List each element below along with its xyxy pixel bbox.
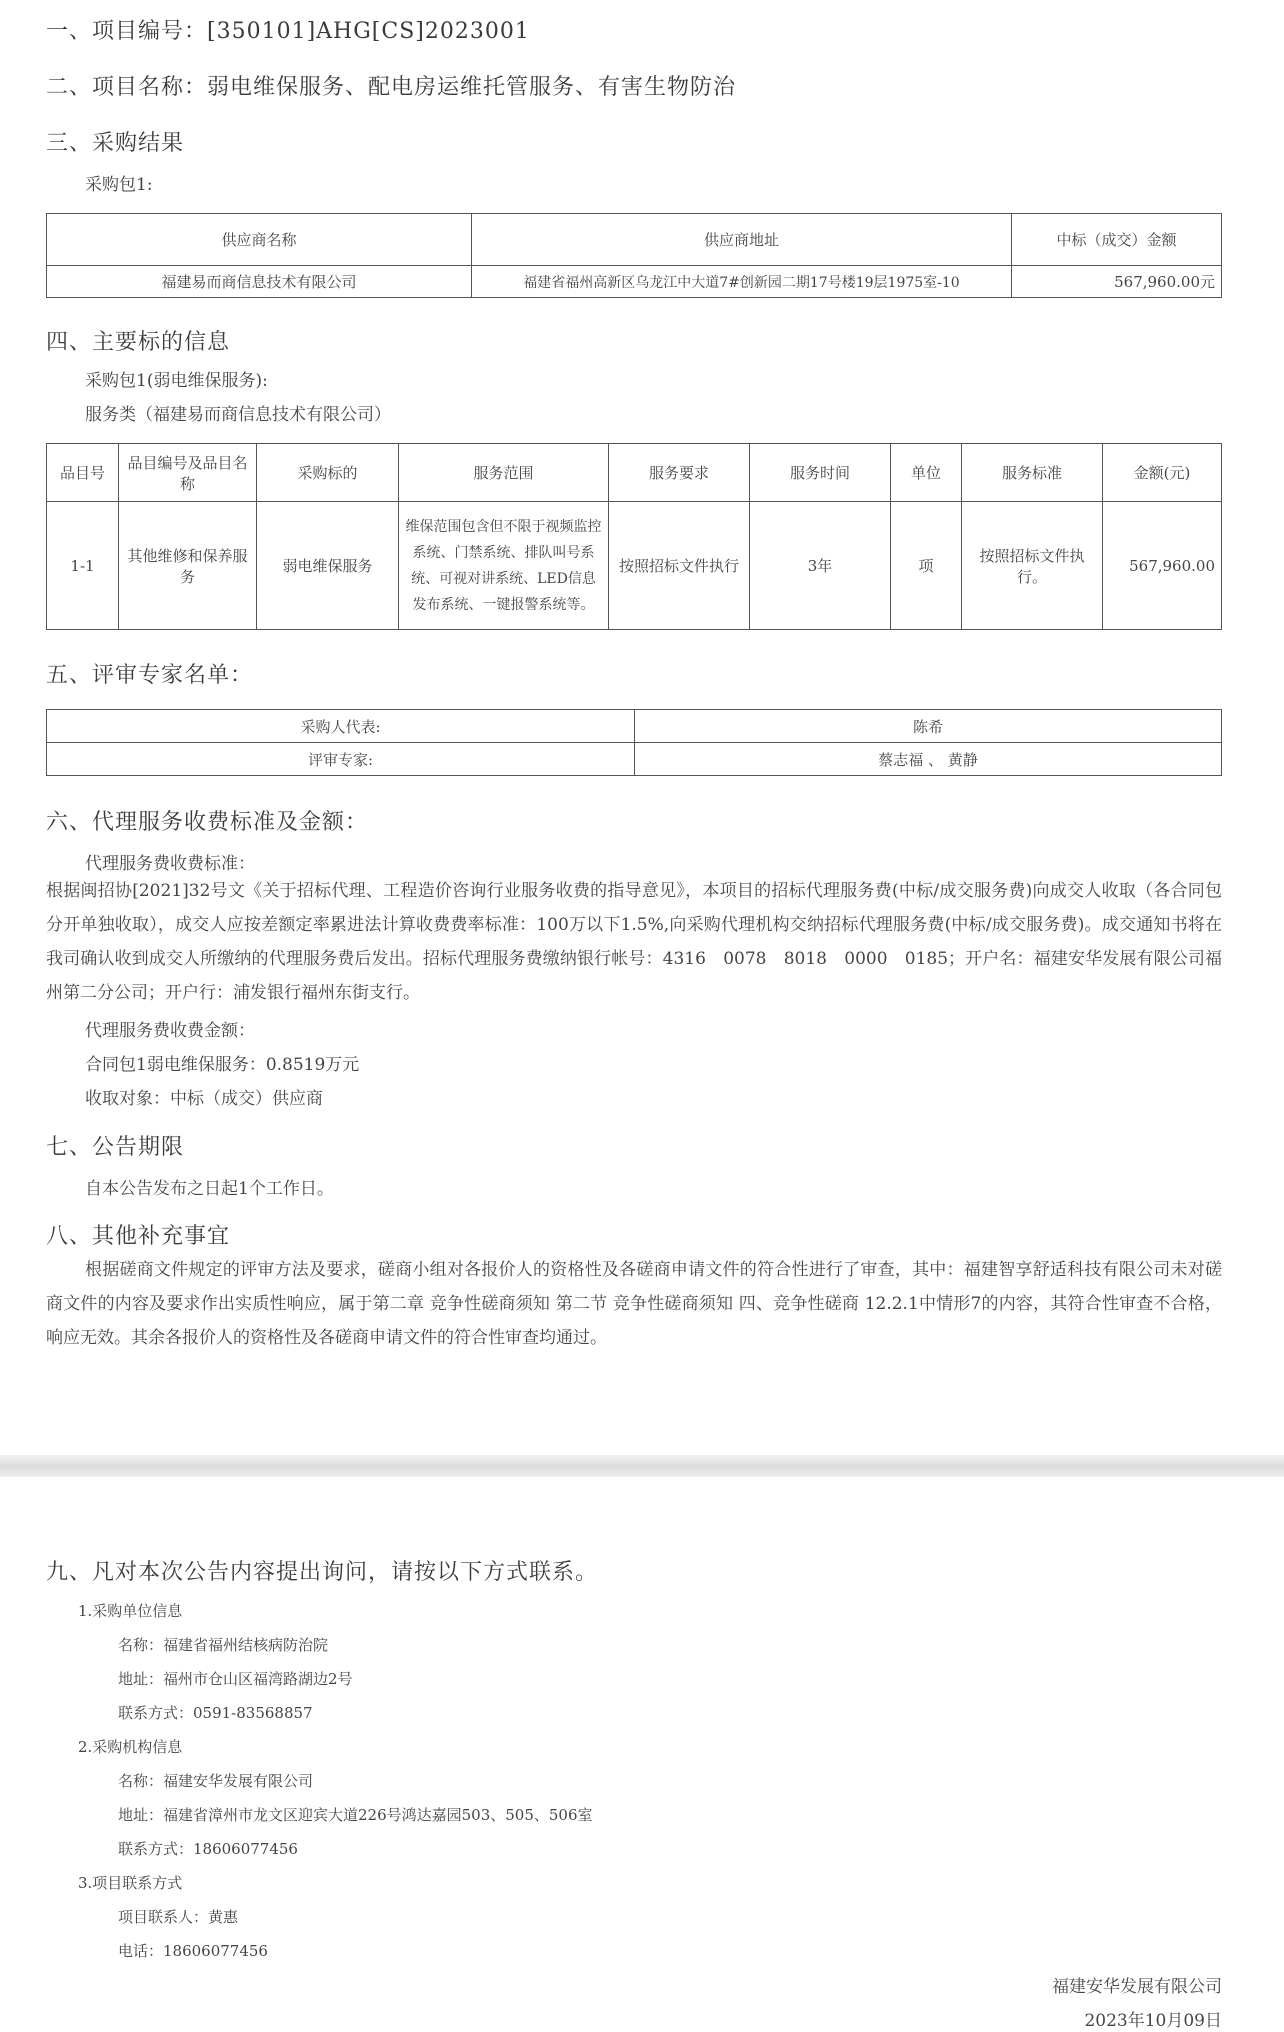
header-item-code-name: 品目编号及品目名称	[119, 444, 257, 502]
cell-amount: 567,960.00	[1103, 502, 1222, 630]
header-service-req: 服务要求	[609, 444, 750, 502]
expert-names: 蔡志福 、 黄静	[635, 743, 1222, 776]
section-8-title: 八、其他补充事宜	[46, 1224, 231, 1249]
cell-service-std: 按照招标文件执行。	[962, 502, 1103, 630]
section-4-title: 四、主要标的信息	[46, 330, 231, 355]
package-label: 采购包1:	[85, 175, 153, 195]
buyer-address: 地址：福州市仓山区福湾路湖边2号	[118, 1670, 353, 1688]
subject-table	[46, 443, 1222, 630]
cell-subject: 弱电维保服务	[257, 502, 399, 630]
header-service-scope: 服务范围	[399, 444, 609, 502]
cell-service-time: 3年	[750, 502, 891, 630]
header-supplier-address: 供应商地址	[472, 214, 1012, 266]
footer-company: 福建安华发展有限公司	[1052, 1977, 1222, 1997]
supplement-text: 根据磋商文件规定的评审方法及要求，磋商小组对各报价人的资格性及各磋商申请文件的符合性进行了审查，其中：福建智享舒适科技有限公司未对磋商文件的内容及要求作出实质性响应，属于第二章 竞争性磋商须知 第二节 竞争性磋商须知 四、竞争性磋商 12.2.1中情形7的内容，其符合性审查不合格，响应无效。其余各报价人的资格性及各磋商申请文件的符合性审查均通过。	[46, 1260, 1222, 1348]
cell-item-name: 其他维修和保养服务	[119, 502, 257, 630]
agency-name: 名称：福建安华发展有限公司	[118, 1772, 314, 1790]
header-service-std: 服务标准	[962, 444, 1103, 502]
fee-amount-label: 代理服务费收费金额：	[85, 1021, 255, 1041]
fee-standard-text: 根据闽招协[2021]32号文《关于招标代理、工程造价咨询行业服务收费的指导意见》，本项目的招标代理服务费(中标/成交服务费)向成交人收取（各合同包分开单独收取），成交人应按差额定率累进法计算收费费率标准：100万以下1.5%,向采购代理机构交纳招标代理服务费(中标/成交服务费)。成交通知书将在我司确认收到成交人所缴纳的代理服务费后发出。招标代理服务费缴纳银行帐号：4316 0078 8018 0000 0185；开户名：福建安华发展有限公司福州第二分公司；开户行：浦发银行福州东街支行。	[46, 881, 1222, 1003]
section-6-title: 六、代理服务收费标准及金额：	[46, 810, 369, 835]
header-unit: 单位	[891, 444, 962, 502]
agency-heading: 2.采购机构信息	[78, 1738, 183, 1756]
header-service-time: 服务时间	[750, 444, 891, 502]
section-3-title: 三、采购结果	[46, 131, 185, 156]
header-amount: 金额(元)	[1103, 444, 1222, 502]
expert-names: 陈希	[635, 710, 1222, 743]
header-award-amount: 中标（成交）金额	[1012, 214, 1222, 266]
buyer-phone: 联系方式：0591-83568857	[118, 1704, 313, 1722]
buyer-name: 名称：福建省福州结核病防治院	[118, 1636, 329, 1654]
cell-service-req: 按照招标文件执行	[609, 502, 750, 630]
project-contact-heading: 3.项目联系方式	[78, 1874, 183, 1892]
result-table	[46, 213, 1222, 298]
notice-period-text: 自本公告发布之日起1个工作日。	[85, 1179, 334, 1199]
cell-service-scope: 维保范围包含但不限于视频监控系统、门禁系统、排队叫号系统、可视对讲系统、LED信息发布系统、一键报警系统等。	[399, 502, 609, 630]
project-number: 一、项目编号：[350101]AHG[CS]2023001	[46, 19, 530, 44]
cell-supplier-address: 福建省福州高新区乌龙江中大道7#创新园二期17号楼19层1975室-10	[472, 266, 1012, 298]
fee-amount: 合同包1弱电维保服务：0.8519万元	[85, 1055, 360, 1075]
project-name: 二、项目名称：弱电维保服务、配电房运维托管服务、有害生物防治	[46, 75, 737, 100]
project-contact-person: 项目联系人：黄惠	[118, 1908, 239, 1926]
agency-phone: 联系方式：18606077456	[118, 1840, 298, 1858]
cell-award-amount: 567,960.00元	[1012, 266, 1222, 298]
buyer-heading: 1.采购单位信息	[78, 1602, 183, 1620]
package-1-label: 采购包1(弱电维保服务):	[85, 371, 268, 391]
section-7-title: 七、公告期限	[46, 1135, 185, 1160]
agency-address: 地址：福建省漳州市龙文区迎宾大道226号鸿达嘉园503、505、506室	[118, 1806, 593, 1824]
cell-unit: 项	[891, 502, 962, 630]
fee-target: 收取对象：中标（成交）供应商	[85, 1089, 323, 1109]
section-divider	[0, 1455, 1284, 1477]
header-supplier-name: 供应商名称	[47, 214, 472, 266]
project-contact-phone: 电话：18606077456	[118, 1942, 268, 1960]
expert-table	[46, 709, 1222, 776]
fee-standard-label: 代理服务费收费标准：	[85, 854, 255, 874]
header-subject: 采购标的	[257, 444, 399, 502]
footer-date: 2023年10月09日	[1084, 2011, 1222, 2031]
expert-role: 评审专家:	[47, 743, 635, 776]
cell-item-no: 1-1	[47, 502, 119, 630]
section-9-title: 九、凡对本次公告内容提出询问，请按以下方式联系。	[46, 1560, 599, 1585]
expert-role: 采购人代表:	[47, 710, 635, 743]
header-item-no: 品目号	[47, 444, 119, 502]
category-label: 服务类（福建易而商信息技术有限公司）	[85, 405, 391, 425]
cell-supplier-name: 福建易而商信息技术有限公司	[47, 266, 472, 298]
section-5-title: 五、评审专家名单：	[46, 663, 254, 688]
